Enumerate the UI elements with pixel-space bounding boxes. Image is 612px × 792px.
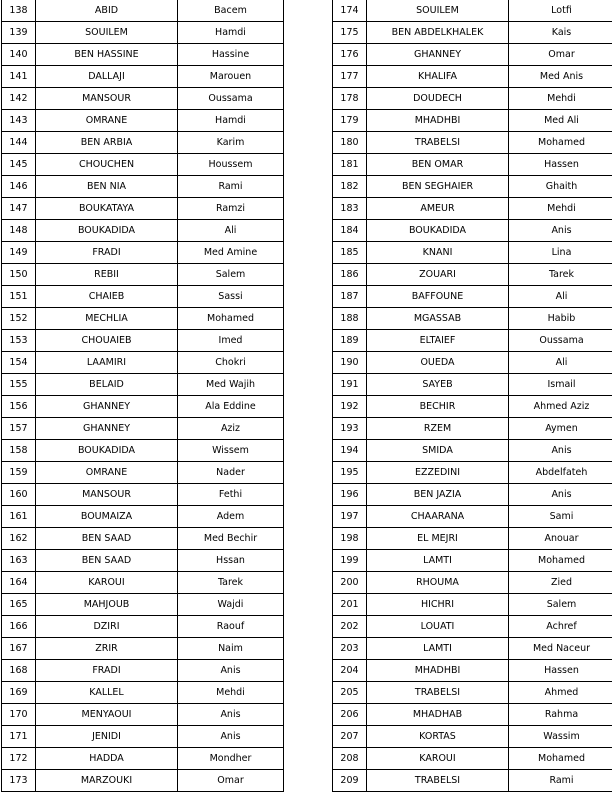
roster-body-right [333, 0, 612, 792]
last-name-cell: LAMTI [367, 638, 509, 660]
first-name-cell: Ahmed [509, 682, 612, 704]
last-name-cell: RZEM [367, 418, 509, 440]
table-row [2, 176, 284, 198]
entry-number-cell: 158 [2, 440, 36, 462]
first-name-cell: Zied [509, 572, 612, 594]
last-name-cell: DOUDECH [367, 88, 509, 110]
first-name-cell: Ramzi [178, 198, 284, 220]
last-name-cell: AMEUR [367, 198, 509, 220]
entry-number-cell: 140 [2, 44, 36, 66]
entry-number-cell: 182 [333, 176, 367, 198]
entry-number-cell: 195 [333, 462, 367, 484]
first-name-cell: Fethi [178, 484, 284, 506]
table-row [333, 286, 612, 308]
last-name-cell: GHANNEY [36, 418, 178, 440]
entry-number-cell: 199 [333, 550, 367, 572]
entry-number-cell: 179 [333, 110, 367, 132]
last-name-cell: BOUKADIDA [36, 220, 178, 242]
table-row [333, 550, 612, 572]
last-name-cell: KAROUI [367, 748, 509, 770]
last-name-cell: CHAIEB [36, 286, 178, 308]
last-name-cell: MANSOUR [36, 484, 178, 506]
last-name-cell: BEN NIA [36, 176, 178, 198]
entry-number-cell: 165 [2, 594, 36, 616]
table-row [333, 330, 612, 352]
first-name-cell: Ala Eddine [178, 396, 284, 418]
entry-number-cell: 194 [333, 440, 367, 462]
entry-number-cell: 202 [333, 616, 367, 638]
table-row [333, 66, 612, 88]
first-name-cell: Tarek [178, 572, 284, 594]
first-name-cell: Oussama [178, 88, 284, 110]
first-name-cell: Ali [178, 220, 284, 242]
table-row [2, 462, 284, 484]
table-row [2, 748, 284, 770]
entry-number-cell: 197 [333, 506, 367, 528]
last-name-cell: JENIDI [36, 726, 178, 748]
table-row [2, 484, 284, 506]
table-row [2, 110, 284, 132]
last-name-cell: SMIDA [367, 440, 509, 462]
table-row [333, 88, 612, 110]
table-row [333, 726, 612, 748]
entry-number-cell: 206 [333, 704, 367, 726]
first-name-cell: Salem [178, 264, 284, 286]
last-name-cell: BEN ABDELKHALEK [367, 22, 509, 44]
table-row [333, 44, 612, 66]
table-row [333, 0, 612, 22]
last-name-cell: OUEDA [367, 352, 509, 374]
table-row [2, 22, 284, 44]
table-row [333, 198, 612, 220]
first-name-cell: Wissem [178, 440, 284, 462]
first-name-cell: Achref [509, 616, 612, 638]
last-name-cell: GHANNEY [367, 44, 509, 66]
first-name-cell: Mohamed [509, 550, 612, 572]
first-name-cell: Lotfi [509, 0, 612, 22]
last-name-cell: KHALIFA [367, 66, 509, 88]
table-row [333, 22, 612, 44]
table-row [2, 396, 284, 418]
entry-number-cell: 171 [2, 726, 36, 748]
last-name-cell: SAYEB [367, 374, 509, 396]
first-name-cell: Sassi [178, 286, 284, 308]
last-name-cell: MAHJOUB [36, 594, 178, 616]
entry-number-cell: 178 [333, 88, 367, 110]
first-name-cell: Med Wajih [178, 374, 284, 396]
table-row [2, 0, 284, 22]
table-row [2, 374, 284, 396]
last-name-cell: EL MEJRI [367, 528, 509, 550]
entry-number-cell: 151 [2, 286, 36, 308]
last-name-cell: LAAMIRI [36, 352, 178, 374]
first-name-cell: Mohamed [509, 748, 612, 770]
table-row [2, 572, 284, 594]
entry-number-cell: 153 [2, 330, 36, 352]
table-row [2, 528, 284, 550]
entry-number-cell: 170 [2, 704, 36, 726]
entry-number-cell: 161 [2, 506, 36, 528]
entry-number-cell: 162 [2, 528, 36, 550]
entry-number-cell: 186 [333, 264, 367, 286]
entry-number-cell: 156 [2, 396, 36, 418]
entry-number-cell: 184 [333, 220, 367, 242]
entry-number-cell: 191 [333, 374, 367, 396]
table-row [333, 594, 612, 616]
last-name-cell: MARZOUKI [36, 770, 178, 792]
entry-number-cell: 172 [2, 748, 36, 770]
last-name-cell: BAFFOUNE [367, 286, 509, 308]
first-name-cell: Hamdi [178, 22, 284, 44]
first-name-cell: Marouen [178, 66, 284, 88]
last-name-cell: BEN JAZIA [367, 484, 509, 506]
entry-number-cell: 181 [333, 154, 367, 176]
first-name-cell: Wassim [509, 726, 612, 748]
entry-number-cell: 154 [2, 352, 36, 374]
table-row [2, 440, 284, 462]
last-name-cell: BOUMAIZA [36, 506, 178, 528]
first-name-cell: Ali [509, 352, 612, 374]
entry-number-cell: 139 [2, 22, 36, 44]
first-name-cell: Anis [509, 440, 612, 462]
entry-number-cell: 204 [333, 660, 367, 682]
table-row [2, 286, 284, 308]
table-row [2, 550, 284, 572]
last-name-cell: SOUILEM [36, 22, 178, 44]
last-name-cell: KALLEL [36, 682, 178, 704]
last-name-cell: MHADHBI [367, 660, 509, 682]
first-name-cell: Anis [509, 220, 612, 242]
first-name-cell: Omar [509, 44, 612, 66]
first-name-cell: Abdelfateh [509, 462, 612, 484]
entry-number-cell: 200 [333, 572, 367, 594]
first-name-cell: Ghaith [509, 176, 612, 198]
last-name-cell: SOUILEM [367, 0, 509, 22]
last-name-cell: ZOUARI [367, 264, 509, 286]
entry-number-cell: 141 [2, 66, 36, 88]
table-row [333, 132, 612, 154]
table-row [333, 506, 612, 528]
last-name-cell: FRADI [36, 660, 178, 682]
table-row [2, 220, 284, 242]
table-row [2, 594, 284, 616]
entry-number-cell: 138 [2, 0, 36, 22]
entry-number-cell: 142 [2, 88, 36, 110]
last-name-cell: BECHIR [367, 396, 509, 418]
entry-number-cell: 187 [333, 286, 367, 308]
table-row [333, 462, 612, 484]
first-name-cell: Rahma [509, 704, 612, 726]
entry-number-cell: 174 [333, 0, 367, 22]
table-row [2, 616, 284, 638]
first-name-cell: Anis [178, 660, 284, 682]
table-row [2, 726, 284, 748]
table-row [2, 660, 284, 682]
table-row [2, 132, 284, 154]
entry-number-cell: 198 [333, 528, 367, 550]
last-name-cell: BEN SEGHAIER [367, 176, 509, 198]
first-name-cell: Aymen [509, 418, 612, 440]
entry-number-cell: 163 [2, 550, 36, 572]
last-name-cell: REBII [36, 264, 178, 286]
first-name-cell: Lina [509, 242, 612, 264]
entry-number-cell: 166 [2, 616, 36, 638]
table-row [333, 638, 612, 660]
table-row [333, 396, 612, 418]
table-row [2, 682, 284, 704]
entry-number-cell: 150 [2, 264, 36, 286]
first-name-cell: Rami [509, 770, 612, 792]
entry-number-cell: 176 [333, 44, 367, 66]
table-row [333, 682, 612, 704]
first-name-cell: Hamdi [178, 110, 284, 132]
table-row [333, 660, 612, 682]
last-name-cell: HADDA [36, 748, 178, 770]
entry-number-cell: 157 [2, 418, 36, 440]
first-name-cell: Naim [178, 638, 284, 660]
entry-number-cell: 167 [2, 638, 36, 660]
table-row [333, 748, 612, 770]
last-name-cell: OMRANE [36, 110, 178, 132]
first-name-cell: Mehdi [178, 682, 284, 704]
last-name-cell: ABID [36, 0, 178, 22]
entry-number-cell: 177 [333, 66, 367, 88]
last-name-cell: CHOUCHEN [36, 154, 178, 176]
entry-number-cell: 155 [2, 374, 36, 396]
first-name-cell: Hssan [178, 550, 284, 572]
entry-number-cell: 148 [2, 220, 36, 242]
first-name-cell: Med Anis [509, 66, 612, 88]
entry-number-cell: 173 [2, 770, 36, 792]
table-row [2, 704, 284, 726]
entry-number-cell: 146 [2, 176, 36, 198]
first-name-cell: Habib [509, 308, 612, 330]
table-row [333, 264, 612, 286]
entry-number-cell: 196 [333, 484, 367, 506]
table-row [2, 88, 284, 110]
last-name-cell: KAROUI [36, 572, 178, 594]
first-name-cell: Omar [178, 770, 284, 792]
table-row [333, 176, 612, 198]
table-row [333, 440, 612, 462]
first-name-cell: Kais [509, 22, 612, 44]
entry-number-cell: 193 [333, 418, 367, 440]
table-row [2, 352, 284, 374]
entry-number-cell: 183 [333, 198, 367, 220]
entry-number-cell: 144 [2, 132, 36, 154]
table-row [333, 770, 612, 792]
entry-number-cell: 207 [333, 726, 367, 748]
entry-number-cell: 185 [333, 242, 367, 264]
last-name-cell: MHADHAB [367, 704, 509, 726]
last-name-cell: BEN OMAR [367, 154, 509, 176]
entry-number-cell: 149 [2, 242, 36, 264]
table-row [333, 308, 612, 330]
first-name-cell: Chokri [178, 352, 284, 374]
entry-number-cell: 145 [2, 154, 36, 176]
last-name-cell: GHANNEY [36, 396, 178, 418]
entry-number-cell: 190 [333, 352, 367, 374]
last-name-cell: KNANI [367, 242, 509, 264]
table-row [333, 704, 612, 726]
table-row [2, 44, 284, 66]
first-name-cell: Hassine [178, 44, 284, 66]
last-name-cell: CHAARANA [367, 506, 509, 528]
entry-number-cell: 203 [333, 638, 367, 660]
entry-number-cell: 209 [333, 770, 367, 792]
first-name-cell: Rami [178, 176, 284, 198]
first-name-cell: Oussama [509, 330, 612, 352]
first-name-cell: Houssem [178, 154, 284, 176]
last-name-cell: BEN HASSINE [36, 44, 178, 66]
first-name-cell: Tarek [509, 264, 612, 286]
table-row [2, 506, 284, 528]
table-row [2, 264, 284, 286]
table-row [333, 242, 612, 264]
last-name-cell: OMRANE [36, 462, 178, 484]
entry-number-cell: 159 [2, 462, 36, 484]
last-name-cell: FRADI [36, 242, 178, 264]
table-row [333, 528, 612, 550]
first-name-cell: Mehdi [509, 88, 612, 110]
last-name-cell: MANSOUR [36, 88, 178, 110]
first-name-cell: Adem [178, 506, 284, 528]
last-name-cell: MHADHBI [367, 110, 509, 132]
last-name-cell: DALLAJI [36, 66, 178, 88]
table-row [333, 352, 612, 374]
first-name-cell: Ismail [509, 374, 612, 396]
table-row [2, 242, 284, 264]
entry-number-cell: 168 [2, 660, 36, 682]
table-row [2, 154, 284, 176]
table-row [2, 66, 284, 88]
entry-number-cell: 164 [2, 572, 36, 594]
first-name-cell: Mondher [178, 748, 284, 770]
first-name-cell: Anouar [509, 528, 612, 550]
table-row [2, 418, 284, 440]
entry-number-cell: 175 [333, 22, 367, 44]
table-row [333, 154, 612, 176]
table-row [333, 572, 612, 594]
table-row [333, 220, 612, 242]
last-name-cell: CHOUAIEB [36, 330, 178, 352]
entry-number-cell: 188 [333, 308, 367, 330]
first-name-cell: Wajdi [178, 594, 284, 616]
last-name-cell: MGASSAB [367, 308, 509, 330]
first-name-cell: Med Amine [178, 242, 284, 264]
entry-number-cell: 147 [2, 198, 36, 220]
entry-number-cell: 160 [2, 484, 36, 506]
entry-number-cell: 205 [333, 682, 367, 704]
table-row [333, 484, 612, 506]
first-name-cell: Hassen [509, 660, 612, 682]
first-name-cell: Hassen [509, 154, 612, 176]
last-name-cell: BEN SAAD [36, 550, 178, 572]
roster-table-left [1, 0, 284, 792]
last-name-cell: RHOUMA [367, 572, 509, 594]
last-name-cell: BOUKADIDA [36, 440, 178, 462]
first-name-cell: Anis [178, 704, 284, 726]
table-row [2, 198, 284, 220]
entry-number-cell: 201 [333, 594, 367, 616]
first-name-cell: Anis [178, 726, 284, 748]
first-name-cell: Mehdi [509, 198, 612, 220]
last-name-cell: BOUKATAYA [36, 198, 178, 220]
first-name-cell: Imed [178, 330, 284, 352]
last-name-cell: KORTAS [367, 726, 509, 748]
last-name-cell: MENYAOUI [36, 704, 178, 726]
entry-number-cell: 192 [333, 396, 367, 418]
table-row [2, 638, 284, 660]
first-name-cell: Ahmed Aziz [509, 396, 612, 418]
last-name-cell: BEN ARBIA [36, 132, 178, 154]
last-name-cell: HICHRI [367, 594, 509, 616]
first-name-cell: Salem [509, 594, 612, 616]
last-name-cell: ELTAIEF [367, 330, 509, 352]
last-name-cell: BOUKADIDA [367, 220, 509, 242]
entry-number-cell: 208 [333, 748, 367, 770]
first-name-cell: Nader [178, 462, 284, 484]
entry-number-cell: 189 [333, 330, 367, 352]
last-name-cell: LAMTI [367, 550, 509, 572]
first-name-cell: Sami [509, 506, 612, 528]
entry-number-cell: 180 [333, 132, 367, 154]
entry-number-cell: 152 [2, 308, 36, 330]
last-name-cell: BEN SAAD [36, 528, 178, 550]
last-name-cell: LOUATI [367, 616, 509, 638]
last-name-cell: MECHLIA [36, 308, 178, 330]
first-name-cell: Med Naceur [509, 638, 612, 660]
first-name-cell: Anis [509, 484, 612, 506]
first-name-cell: Med Bechir [178, 528, 284, 550]
table-row [2, 308, 284, 330]
first-name-cell: Karim [178, 132, 284, 154]
entry-number-cell: 143 [2, 110, 36, 132]
first-name-cell: Mohamed [178, 308, 284, 330]
last-name-cell: EZZEDINI [367, 462, 509, 484]
roster-body-left [2, 0, 284, 792]
first-name-cell: Mohamed [509, 132, 612, 154]
first-name-cell: Aziz [178, 418, 284, 440]
first-name-cell: Ali [509, 286, 612, 308]
last-name-cell: BELAID [36, 374, 178, 396]
last-name-cell: ZRIR [36, 638, 178, 660]
table-row [2, 330, 284, 352]
table-row [333, 616, 612, 638]
table-row [2, 770, 284, 792]
table-row [333, 374, 612, 396]
roster-table-right [332, 0, 612, 792]
table-row [333, 110, 612, 132]
last-name-cell: TRABELSI [367, 770, 509, 792]
first-name-cell: Raouf [178, 616, 284, 638]
first-name-cell: Bacem [178, 0, 284, 22]
first-name-cell: Med Ali [509, 110, 612, 132]
last-name-cell: DZIRI [36, 616, 178, 638]
entry-number-cell: 169 [2, 682, 36, 704]
last-name-cell: TRABELSI [367, 132, 509, 154]
table-row [333, 418, 612, 440]
last-name-cell: TRABELSI [367, 682, 509, 704]
